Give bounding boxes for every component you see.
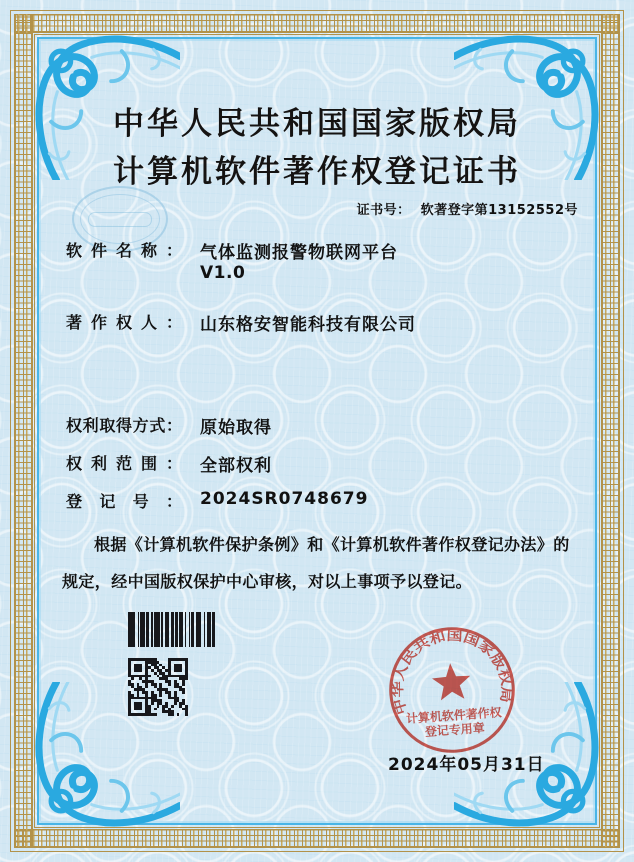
field-value bbox=[200, 238, 398, 283]
field-value: 全部权利 bbox=[200, 456, 272, 476]
field-label: 权利范围： bbox=[66, 454, 182, 473]
authority-title: 中华人民共和国国家版权局 bbox=[113, 106, 521, 142]
copyright-registration-seal bbox=[380, 618, 523, 761]
meander-border-bottom bbox=[14, 829, 620, 848]
certificate-number-value: 软著登字第13152552号 bbox=[420, 203, 578, 218]
field-value: 山东格安智能科技有限公司 bbox=[200, 315, 416, 335]
field-label: 著作权人： bbox=[66, 313, 182, 332]
seal-arc-text: 中华人民共和国国家版权局 bbox=[390, 627, 515, 717]
field-value: 2024SR0748679 bbox=[200, 489, 369, 509]
field-registration-number bbox=[66, 489, 368, 512]
registration-date: 2024年05月31日 bbox=[388, 755, 545, 775]
field-label: 登记号： bbox=[66, 492, 182, 511]
field-rights-scope bbox=[66, 451, 272, 476]
field-value: 原始取得 bbox=[200, 418, 272, 438]
red-star-icon bbox=[431, 662, 472, 701]
field-copyright-owner bbox=[66, 310, 416, 335]
registration-statement: 根据《计算机软件保护条例》和《计算机软件著作权登记办法》的规定，经中国版权保护中心审核，对以上事项予以登记。 bbox=[62, 535, 570, 591]
qr-code bbox=[128, 658, 188, 716]
field-acquisition-method bbox=[66, 413, 272, 438]
certificate-title: 计算机软件著作权登记证书 bbox=[113, 154, 521, 190]
field-label: 软件名称： bbox=[66, 241, 182, 260]
certificate-number-line bbox=[357, 199, 578, 218]
seal-line1: 计算机软件著作权 bbox=[405, 705, 502, 726]
software-version: V1.0 bbox=[200, 263, 246, 283]
meander-border-top bbox=[14, 14, 620, 33]
field-label: 权利取得方式： bbox=[66, 416, 182, 435]
software-name: 气体监测报警物联网平台 bbox=[200, 243, 398, 263]
certificate-number-label: 证书号： bbox=[356, 203, 411, 218]
barcode bbox=[128, 612, 222, 647]
seal-line2: 登记专用章 bbox=[424, 720, 486, 739]
field-software-name bbox=[66, 238, 398, 283]
